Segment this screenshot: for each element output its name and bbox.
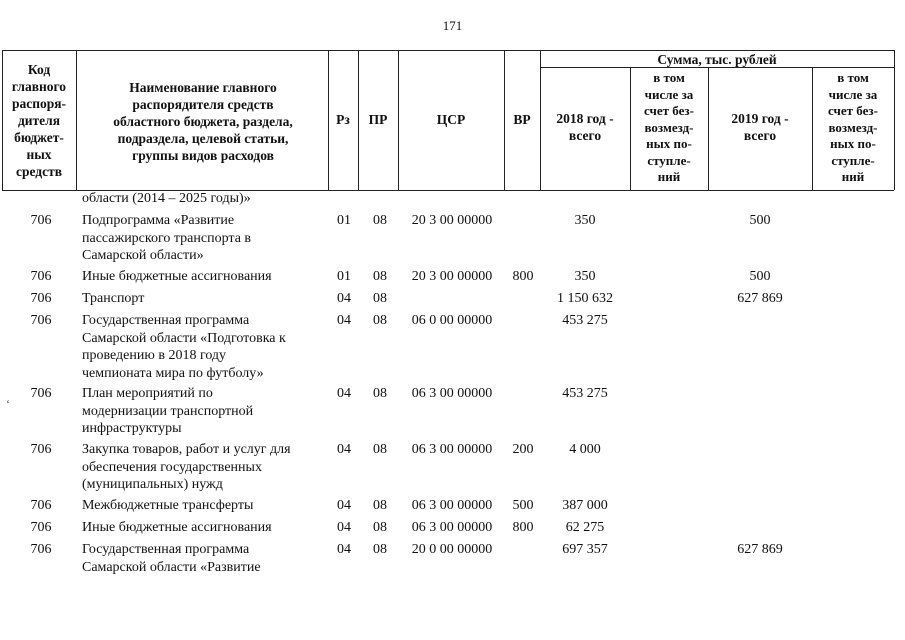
row-rz: 01	[337, 269, 351, 284]
row-rz: 04	[337, 386, 351, 401]
row-rz: 04	[337, 313, 351, 328]
row-sum-2018: 1 150 632	[557, 291, 613, 306]
row-pr: 08	[373, 520, 387, 535]
row-code: 706	[30, 542, 52, 557]
header-vr: ВР	[513, 112, 531, 127]
row-csr: 20 3 00 00000	[411, 213, 493, 228]
row-pr: 08	[373, 291, 387, 306]
row-rz: 04	[337, 520, 351, 535]
row-csr: 06 3 00 00000	[411, 498, 493, 513]
row-sum-2018: 4 000	[569, 442, 601, 457]
row-sum-2019: 500	[749, 213, 771, 228]
row-csr: 20 0 00 00000	[411, 542, 493, 557]
row-sum-2019: 627 869	[737, 542, 783, 557]
header-csr: ЦСР	[436, 112, 466, 127]
header-sum-2018: 2018 год - всего	[556, 111, 614, 143]
row-sum-2019: 500	[749, 269, 771, 284]
row-sum-2018: 62 275	[565, 520, 605, 535]
row-code: 706	[30, 313, 52, 328]
row-rz: 04	[337, 442, 351, 457]
row-pr: 08	[373, 213, 387, 228]
row-vr: 800	[512, 520, 534, 535]
row-csr: 06 3 00 00000	[411, 442, 493, 457]
page-number: 171	[442, 18, 463, 33]
row-name: Иные бюджетные ассигнования	[82, 269, 272, 284]
row-name: Транспорт	[82, 291, 145, 306]
row-sum-2018: 453 275	[562, 313, 608, 328]
row-sum-2018: 697 357	[562, 542, 608, 557]
row-csr: 20 3 00 00000	[411, 269, 493, 284]
row-sum-2019: 627 869	[737, 291, 783, 306]
row-name: Государственная программа Самарской области «Подготовка к проведению в 2018 году чемпионата мира по футболу»	[82, 313, 286, 381]
header-rz: Рз	[336, 112, 350, 127]
row-code: 706	[30, 442, 52, 457]
row-pr: 08	[373, 442, 387, 457]
row-code: 706	[30, 213, 52, 228]
row-name: Закупка товаров, работ и услуг для обеспечения государственных (муниципальных) нужд	[82, 442, 291, 492]
row-csr: 06 0 00 00000	[411, 313, 493, 328]
row-pr: 08	[373, 386, 387, 401]
row-sum-2018: 350	[574, 213, 596, 228]
header-sum-2019: 2019 год - всего	[731, 111, 789, 143]
scan-speck: ‘	[6, 397, 10, 411]
row-rz: 01	[337, 213, 351, 228]
row-code: 706	[30, 498, 52, 513]
row-sum-2018: 453 275	[562, 386, 608, 401]
header-code: Код главного распоря- дителя бюджет- ных средств	[11, 62, 67, 179]
row-pr: 08	[373, 542, 387, 557]
continuation-text: области (2014 – 2025 годы)»	[82, 191, 251, 206]
header-incl-2018: в том числе за счет без- возмезд- ных по- ступле- ний	[644, 70, 694, 184]
row-name: Подпрограмма «Развитие пассажирского транспорта в Самарской области»	[82, 213, 252, 263]
header-incl-2019: в том числе за счет без- возмезд- ных по- ступле- ний	[828, 70, 878, 184]
row-code: 706	[30, 520, 52, 535]
row-csr: 06 3 00 00000	[411, 386, 493, 401]
header-pr: ПР	[368, 112, 388, 127]
header-sum-group: Сумма, тыс. рублей	[657, 52, 777, 67]
row-sum-2018: 350	[574, 269, 596, 284]
row-name: Государственная программа Самарской области «Развитие	[82, 542, 261, 575]
row-rz: 04	[337, 542, 351, 557]
row-pr: 08	[373, 313, 387, 328]
row-pr: 08	[373, 498, 387, 513]
row-code: 706	[30, 269, 52, 284]
row-code: 706	[30, 386, 52, 401]
row-name: Иные бюджетные ассигнования	[82, 520, 272, 535]
row-rz: 04	[337, 498, 351, 513]
row-csr: 06 3 00 00000	[411, 520, 493, 535]
header-name: Наименование главного распорядителя средств областного бюджета, раздела, подраздела, целевой статьи, группы видов расходов	[113, 80, 293, 163]
row-name: Межбюджетные трансферты	[82, 498, 254, 513]
row-code: 706	[30, 291, 52, 306]
row-vr: 500	[512, 498, 534, 513]
row-pr: 08	[373, 269, 387, 284]
row-vr: 800	[512, 269, 534, 284]
row-vr: 200	[512, 442, 534, 457]
row-sum-2018: 387 000	[562, 498, 608, 513]
row-name: План мероприятий по модернизации транспортной инфраструктуры	[82, 386, 254, 436]
row-rz: 04	[337, 291, 351, 306]
col-divider	[76, 50, 77, 190]
col-divider	[894, 50, 895, 190]
